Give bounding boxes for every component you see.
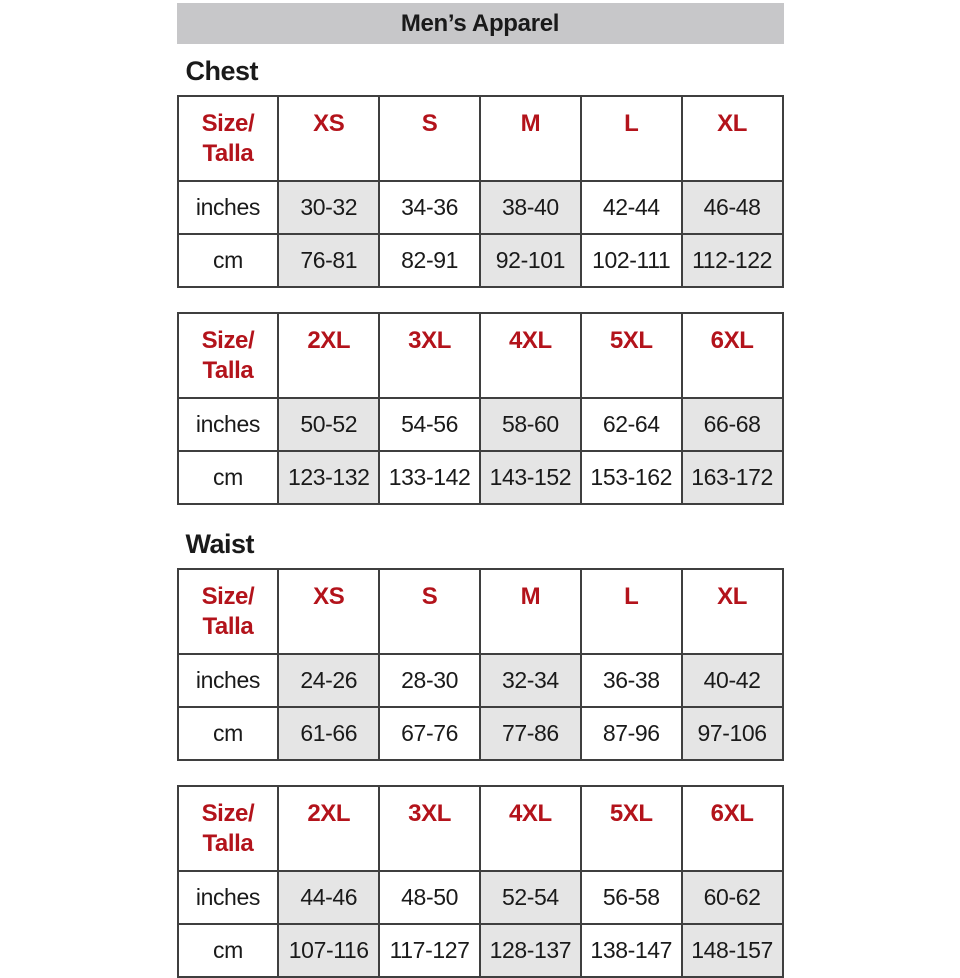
- measurement-row: [178, 707, 783, 760]
- chest-size-table-1: [177, 95, 784, 288]
- measurement-row: [178, 234, 783, 287]
- size-value-cell: 117-127: [379, 924, 480, 977]
- size-chart-page: [177, 0, 784, 978]
- size-value-cell: 58-60: [480, 398, 581, 451]
- size-column-header: 3XL: [379, 313, 480, 398]
- size-value-cell: 82-91: [379, 234, 480, 287]
- size-value-cell: 46-48: [682, 181, 783, 234]
- measurement-row: [178, 181, 783, 234]
- size-value-cell: 42-44: [581, 181, 682, 234]
- size-value-cell: 97-106: [682, 707, 783, 760]
- corner-label-line2: Talla: [202, 830, 254, 857]
- corner-label-line1: Size/: [201, 583, 255, 610]
- size-value-cell: 52-54: [480, 871, 581, 924]
- waist-section: [177, 529, 784, 978]
- chest-size-table-2: [177, 312, 784, 505]
- corner-label-line2: Talla: [202, 357, 254, 384]
- size-header-row: [178, 786, 783, 871]
- size-value-cell: 56-58: [581, 871, 682, 924]
- size-value-cell: 34-36: [379, 181, 480, 234]
- size-column-header: 2XL: [278, 313, 379, 398]
- size-value-cell: 92-101: [480, 234, 581, 287]
- unit-label: inches: [178, 654, 279, 707]
- waist-size-table-2: [177, 785, 784, 978]
- size-column-header: XL: [682, 96, 783, 181]
- size-column-header: S: [379, 96, 480, 181]
- size-value-cell: 107-116: [278, 924, 379, 977]
- size-value-cell: 67-76: [379, 707, 480, 760]
- size-header-row: [178, 96, 783, 181]
- waist-tables: [177, 568, 784, 978]
- size-column-header: XS: [278, 96, 379, 181]
- waist-heading: Waist: [185, 529, 255, 559]
- size-value-cell: 62-64: [581, 398, 682, 451]
- chest-section: [177, 56, 784, 505]
- size-column-header: XL: [682, 569, 783, 654]
- corner-size-talla-label: [178, 786, 279, 871]
- size-value-cell: 66-68: [682, 398, 783, 451]
- chest-heading: Chest: [185, 56, 259, 86]
- measurement-row: [178, 398, 783, 451]
- waist-size-table-1: [177, 568, 784, 761]
- size-value-cell: 77-86: [480, 707, 581, 760]
- measurement-row: [178, 451, 783, 504]
- size-column-header: 5XL: [581, 313, 682, 398]
- size-column-header: 2XL: [278, 786, 379, 871]
- size-value-cell: 60-62: [682, 871, 783, 924]
- size-column-header: XS: [278, 569, 379, 654]
- corner-size-talla-label: [178, 96, 279, 181]
- size-value-cell: 61-66: [278, 707, 379, 760]
- size-column-header: 5XL: [581, 786, 682, 871]
- size-header-row: [178, 313, 783, 398]
- chest-tables: [177, 95, 784, 505]
- size-value-cell: 76-81: [278, 234, 379, 287]
- size-value-cell: 148-157: [682, 924, 783, 977]
- size-column-header: 4XL: [480, 313, 581, 398]
- size-column-header: 4XL: [480, 786, 581, 871]
- corner-label-line2: Talla: [202, 140, 254, 167]
- size-column-header: L: [581, 569, 682, 654]
- size-column-header: 6XL: [682, 313, 783, 398]
- size-column-header: 6XL: [682, 786, 783, 871]
- size-value-cell: 48-50: [379, 871, 480, 924]
- size-value-cell: 138-147: [581, 924, 682, 977]
- size-value-cell: 50-52: [278, 398, 379, 451]
- measurement-row: [178, 924, 783, 977]
- size-value-cell: 133-142: [379, 451, 480, 504]
- size-value-cell: 87-96: [581, 707, 682, 760]
- corner-label-line1: Size/: [201, 327, 255, 354]
- size-column-header: 3XL: [379, 786, 480, 871]
- size-value-cell: 102-111: [581, 234, 682, 287]
- title-text: Men’s Apparel: [400, 9, 560, 37]
- size-value-cell: 28-30: [379, 654, 480, 707]
- size-value-cell: 143-152: [480, 451, 581, 504]
- size-value-cell: 38-40: [480, 181, 581, 234]
- size-value-cell: 128-137: [480, 924, 581, 977]
- unit-label: inches: [178, 398, 279, 451]
- size-column-header: L: [581, 96, 682, 181]
- size-column-header: S: [379, 569, 480, 654]
- corner-label-line2: Talla: [202, 613, 254, 640]
- unit-label: cm: [178, 707, 279, 760]
- size-value-cell: 24-26: [278, 654, 379, 707]
- size-value-cell: 44-46: [278, 871, 379, 924]
- unit-label: inches: [178, 871, 279, 924]
- size-value-cell: 153-162: [581, 451, 682, 504]
- size-value-cell: 30-32: [278, 181, 379, 234]
- size-value-cell: 32-34: [480, 654, 581, 707]
- size-value-cell: 36-38: [581, 654, 682, 707]
- measurement-row: [178, 871, 783, 924]
- size-value-cell: 123-132: [278, 451, 379, 504]
- size-value-cell: 40-42: [682, 654, 783, 707]
- size-value-cell: 54-56: [379, 398, 480, 451]
- corner-size-talla-label: [178, 313, 279, 398]
- size-value-cell: 112-122: [682, 234, 783, 287]
- size-value-cell: 163-172: [682, 451, 783, 504]
- corner-label-line1: Size/: [201, 110, 255, 137]
- title-bar: [177, 3, 784, 44]
- unit-label: inches: [178, 181, 279, 234]
- size-header-row: [178, 569, 783, 654]
- size-column-header: M: [480, 569, 581, 654]
- measurement-row: [178, 654, 783, 707]
- unit-label: cm: [178, 234, 279, 287]
- unit-label: cm: [178, 924, 279, 977]
- corner-label-line1: Size/: [201, 800, 255, 827]
- unit-label: cm: [178, 451, 279, 504]
- corner-size-talla-label: [178, 569, 279, 654]
- size-column-header: M: [480, 96, 581, 181]
